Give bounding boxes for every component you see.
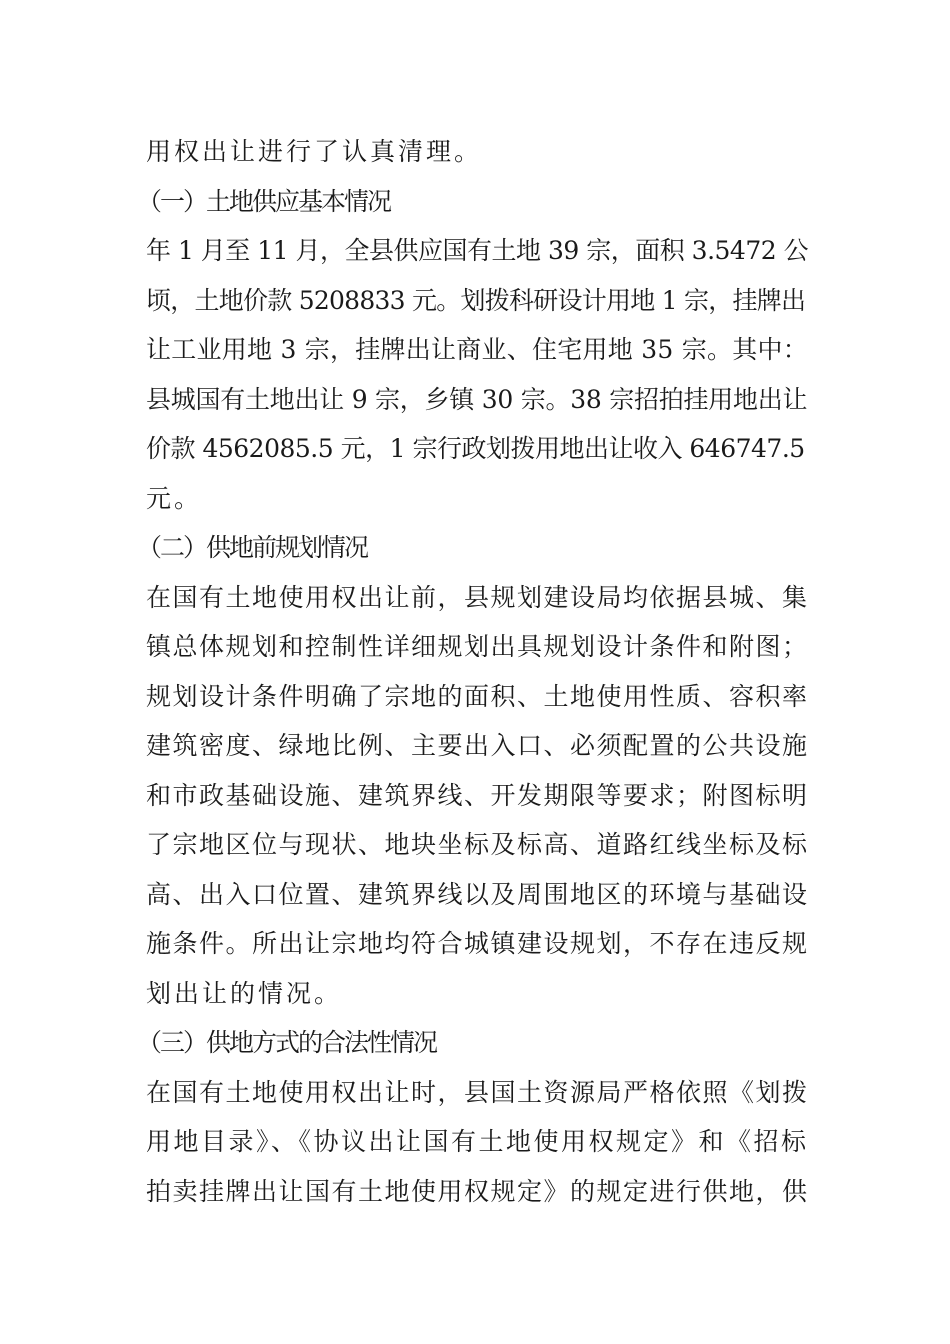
body-line: 用权出让进行了认真清理。 xyxy=(146,137,483,166)
body-line: 县城国有土地出让 9 宗，乡镇 30 宗。38 宗招拍挂用地出让 xyxy=(146,384,808,414)
body-line: 了宗地区位与现状、地块坐标及标高、道路红线坐标及标 xyxy=(146,830,809,859)
body-line: 施条件。所出让宗地均符合城镇建设规划，不存在违反规 xyxy=(146,929,809,958)
section-heading-legality: （三）供地方式的合法性情况 xyxy=(137,1028,437,1057)
body-line: 在国有土地使用权出让前，县规划建设局均依据县城、集 xyxy=(146,582,809,612)
section-heading-land-supply: （一）土地供应基本情况 xyxy=(137,186,391,216)
body-line: 在国有土地使用权出让时，县国土资源局严格依照《划拨 xyxy=(146,1077,809,1107)
body-line: 拍卖挂牌出让国有土地使用权规定》的规定进行供地，供 xyxy=(146,1176,809,1206)
document-body xyxy=(137,127,811,1216)
body-line: 划出让的情况。 xyxy=(146,978,343,1008)
body-line: 规划设计条件明确了宗地的面积、土地使用性质、容积率 xyxy=(146,681,809,711)
body-line: 镇总体规划和控制性详细规划出具规划设计条件和附图； xyxy=(146,632,809,661)
body-line: 用地目录》、《协议出让国有土地使用权规定》和《招标 xyxy=(146,1127,809,1156)
body-line: 元。 xyxy=(146,483,203,513)
body-line: 高、出入口位置、建筑界线以及周围地区的环境与基础设 xyxy=(146,879,809,909)
body-line: 年 1 月至 11 月，全县供应国有土地 39 宗，面积 3.5472 公 xyxy=(146,236,809,265)
section-heading-planning: （二）供地前规划情况 xyxy=(137,533,368,562)
body-line: 让工业用地 3 宗，挂牌出让商业、住宅用地 35 宗。其中： xyxy=(146,335,809,364)
body-line: 顷，土地价款 5208833 元。划拨科研设计用地 1 宗，挂牌出 xyxy=(146,285,806,315)
body-line: 建筑密度、绿地比例、主要出入口、必须配置的公共设施 xyxy=(146,731,809,760)
body-line: 价款 4562085.5 元，1 宗行政划拨用地出让收入 646747.5 xyxy=(146,434,805,463)
body-line: 和市政基础设施、建筑界线、开发期限等要求；附图标明 xyxy=(146,780,809,810)
